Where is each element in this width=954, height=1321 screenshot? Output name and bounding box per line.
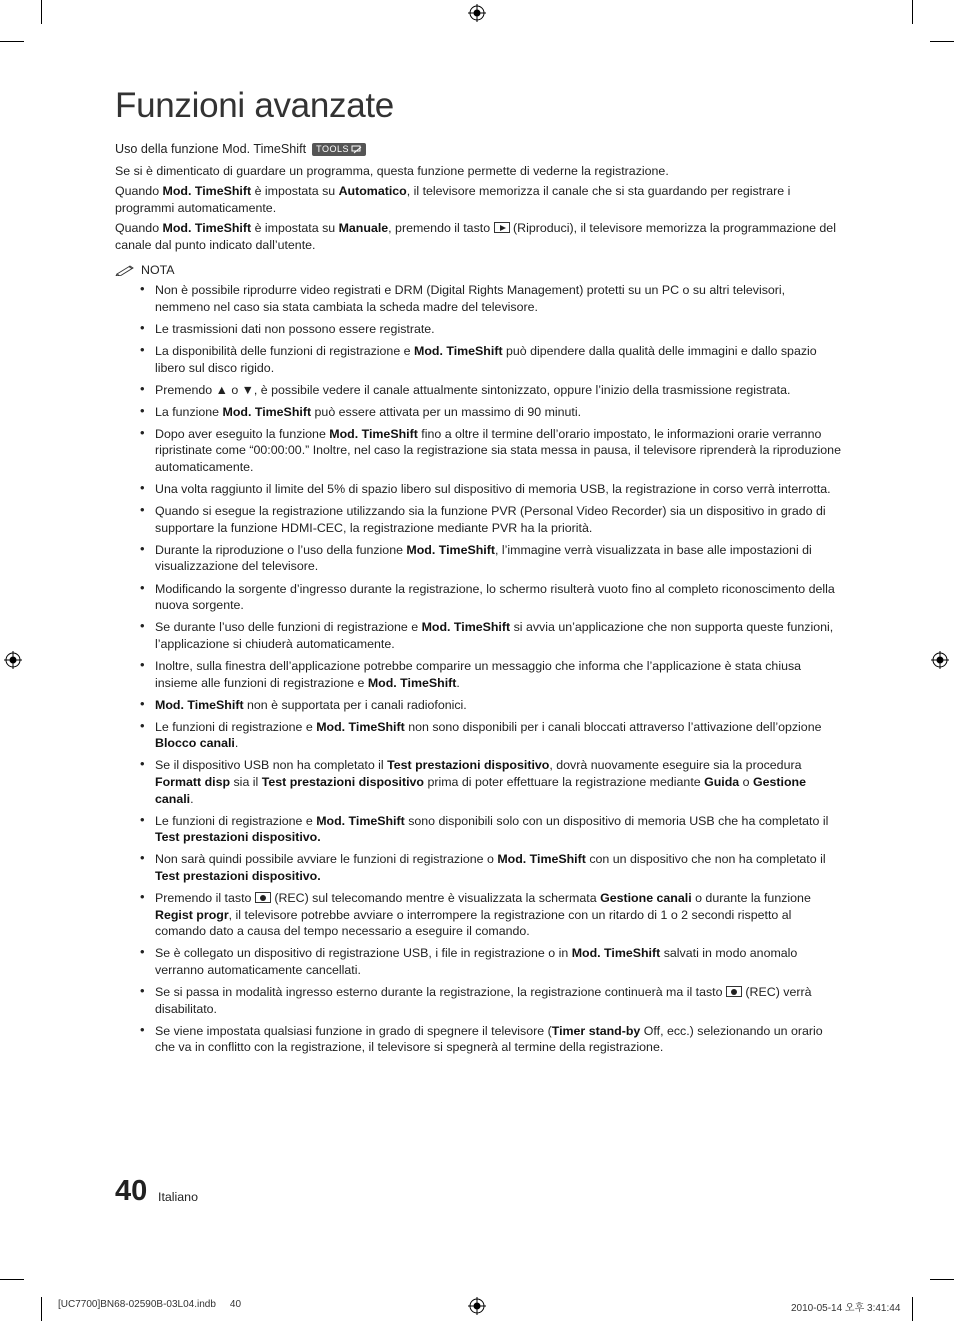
- emphasis-term: Mod. TimeShift: [316, 813, 405, 828]
- tools-badge-label: TOOLS: [316, 144, 349, 154]
- intro-paragraph-automatic: [115, 183, 841, 216]
- emphasis-term: Manuale: [338, 221, 389, 236]
- emphasis-term: Guida: [704, 775, 740, 789]
- note-list-item: [115, 1023, 841, 1056]
- emphasis-term: Automatico: [338, 184, 407, 199]
- rec-key-icon: [255, 892, 271, 903]
- text-run: , il televisore memorizza il canale che si sta guardando per registrare i programmi automaticamente.: [115, 184, 791, 215]
- emphasis-term: Formatt disp: [155, 775, 231, 789]
- text-run: sia il: [230, 775, 262, 789]
- text-run: Se si passa in modalità ingresso esterno durante la registrazione, la registrazione continuerà ma il tasto: [155, 985, 726, 1000]
- crop-mark: [912, 1297, 913, 1321]
- section-heading-text: Uso della funzione Mod. TimeShift: [115, 142, 307, 156]
- note-list-item: [115, 581, 841, 614]
- emphasis-term: Test prestazioni dispositivo.: [155, 830, 321, 845]
- text-run: Quando: [115, 184, 163, 199]
- text-run: Le funzioni di registrazione e: [155, 719, 317, 734]
- main-content: [115, 141, 841, 1061]
- text-run: Non è possibile riprodurre video registrati e DRM (Digital Rights Management) protetti su un PC o su altri televisori, nemmeno nel caso sia stata cambiata la scheda madre del televisore.: [155, 283, 786, 314]
- text-run: Inoltre, sulla finestra dell’applicazione potrebbe comparire un messaggio che informa che l’applicazione è stata chiusa insieme alle funzioni di registrazione e: [155, 658, 802, 690]
- text-run: , il televisore potrebbe avviare o interrompere la registrazione con un ritardo di 1 o 2 secondi rispetto al comando dato a causa del tempo necessario a eseguire il comando.: [155, 907, 792, 939]
- text-run: Le funzioni di registrazione e: [155, 813, 317, 828]
- text-run: (Riproduci), il televisore memorizza la programmazione del canale dal punto indicato dall’utente.: [115, 221, 836, 252]
- rec-key-icon: [726, 986, 742, 997]
- text-run: Premendo il tasto: [155, 891, 255, 906]
- page-language: Italiano: [158, 1190, 198, 1204]
- text-run: Off, ecc.) selezionando un orario che va in conflitto con la registrazione, il televisore si spegnerà al termine della registrazione.: [155, 1023, 823, 1055]
- note-list-item: [115, 719, 841, 752]
- emphasis-term: Test prestazioni dispositivo: [387, 758, 550, 773]
- note-list-item: [115, 426, 841, 476]
- text-run: Se il dispositivo USB non ha completato il: [155, 758, 388, 773]
- emphasis-term: Mod. TimeShift: [162, 184, 252, 199]
- crop-mark: [930, 41, 954, 42]
- text-run: (REC) verrà disabilitato.: [155, 985, 812, 1016]
- text-run: .: [234, 736, 239, 751]
- note-list-item: [115, 321, 841, 338]
- text-run: non sono disponibili per i canali bloccati attraverso l’attivazione dell’opzione: [404, 719, 822, 734]
- page-title: Funzioni avanzate: [115, 86, 394, 125]
- note-heading: [115, 262, 841, 279]
- play-key-icon: [494, 222, 510, 233]
- note-list-item: [115, 404, 841, 421]
- registration-mark-icon: [4, 651, 22, 669]
- text-run: .: [190, 791, 194, 806]
- text-run: fino a oltre il termine dell’orario impostato, le informazioni orarie verranno ripristinate come “00:00:00.” Inoltre, nel caso la registrazione sia stata messa in pausa, il televisore riprenderà la riproduzione automaticamente.: [155, 426, 841, 474]
- notes-list: [115, 282, 841, 1056]
- note-list-item: [115, 984, 841, 1017]
- emphasis-term: Mod. TimeShift: [421, 620, 511, 635]
- text-run: Premendo ▲ o ▼, è possibile vedere il canale attualmente sintonizzato, oppure l’inizio della trasmissione registrata.: [155, 382, 791, 397]
- emphasis-term: Mod. TimeShift: [497, 852, 586, 867]
- text-run: o: [739, 775, 753, 789]
- text-run: Quando: [115, 221, 163, 236]
- emphasis-term: Mod. TimeShift: [162, 221, 252, 236]
- text-run: Non sarà quindi possibile avviare le funzioni di registrazione o: [155, 852, 498, 867]
- registration-mark-icon: [468, 1297, 486, 1315]
- note-label: NOTA: [141, 262, 175, 277]
- crop-mark: [0, 41, 24, 42]
- crop-mark: [930, 1279, 954, 1280]
- note-list-item: [115, 890, 841, 940]
- crop-mark: [41, 0, 42, 24]
- emphasis-term: Mod. TimeShift: [222, 404, 312, 419]
- text-run: , l’immagine verrà visualizzata in base alle impostazioni di visualizzazione del televisore.: [155, 542, 812, 574]
- pencil-note-icon: [115, 264, 137, 276]
- text-run: Durante la riproduzione o l’uso della funzione: [155, 542, 407, 557]
- text-run: prima di poter effettuare la registrazione mediante: [424, 775, 705, 789]
- text-run: si avvia un’applicazione che non supporta queste funzioni, l’applicazione si chiuderà automaticamente.: [155, 620, 834, 651]
- text-run: Quando si esegue la registrazione utilizzando sia la funzione PVR (Personal Video Recorder) sia un dispositivo in grado di supportare la funzione HDMI-CEC, la registrazione mediante PVR ha la priorità.: [155, 504, 826, 535]
- emphasis-term: Mod. TimeShift: [367, 675, 457, 690]
- tools-icon: [351, 145, 362, 154]
- note-list-item: [115, 481, 841, 498]
- text-run: Se è collegato un dispositivo di registrazione USB, i file in registrazione o in: [155, 946, 572, 961]
- footer-file-name: [UC7700]BN68-02590B-03L04.indb: [58, 1299, 216, 1310]
- note-list-item: [115, 382, 841, 399]
- emphasis-term: Mod. TimeShift: [571, 946, 661, 961]
- note-list-item: [115, 503, 841, 536]
- text-run: La funzione: [155, 404, 223, 419]
- note-list-item: [115, 851, 841, 884]
- emphasis-term: Timer stand-by: [551, 1023, 641, 1038]
- footer-datetime: 2010-05-14 오후 3:41:44: [791, 1303, 901, 1314]
- emphasis-term: Mod. TimeShift: [414, 343, 503, 358]
- emphasis-term: Test prestazioni dispositivo.: [155, 868, 321, 883]
- tools-badge: [312, 143, 366, 156]
- footer-file-info: [58, 1299, 241, 1310]
- text-run: , dovrà nuovamente eseguire sia la procedura: [549, 758, 802, 773]
- note-list-item: [115, 813, 841, 846]
- text-run: Modificando la sorgente d’ingresso durante la registrazione, lo schermo risulterà vuoto fino al completo riconoscimento della nuova sorgente.: [155, 581, 835, 613]
- note-list-item: [115, 658, 841, 691]
- text-run: è impostata su: [251, 221, 339, 236]
- text-run: Se viene impostata qualsiasi funzione in grado di spegnere il televisore (: [155, 1023, 552, 1038]
- emphasis-term: Mod. TimeShift: [329, 426, 418, 441]
- text-run: o durante la funzione: [691, 891, 811, 906]
- note-list-item: [115, 343, 841, 376]
- page-number: 40: [115, 1175, 148, 1207]
- emphasis-term: Blocco canali: [155, 736, 235, 751]
- intro-paragraph-manual: [115, 220, 841, 253]
- text-run: con un dispositivo che non ha completato il: [585, 852, 826, 867]
- text-run: Se durante l’uso delle funzioni di registrazione e: [155, 620, 422, 635]
- intro-paragraph: Se si è dimenticato di guardare un programma, questa funzione permette di vederne la registrazione.: [115, 163, 669, 178]
- emphasis-term: Gestione canali: [600, 891, 692, 906]
- registration-mark-icon: [931, 651, 949, 669]
- text-run: salvati in modo anomalo verranno automaticamente cancellati.: [155, 946, 798, 977]
- text-run: sono disponibili solo con un dispositivo di memoria USB che ha completato il: [404, 813, 829, 828]
- note-list-item: [115, 697, 841, 714]
- note-list-item: [115, 757, 841, 807]
- note-list-item: [115, 619, 841, 652]
- emphasis-term: Mod. TimeShift: [155, 697, 244, 712]
- text-run: Dopo aver eseguito la funzione: [155, 426, 330, 441]
- section-heading: [115, 141, 841, 158]
- text-run: .: [456, 675, 460, 690]
- text-run: non è supportata per i canali radiofonici.: [243, 697, 467, 712]
- note-list-item: [115, 542, 841, 575]
- note-list-item: [115, 945, 841, 978]
- text-run: può dipendere dalla qualità delle immagini e dallo spazio libero sul disco rigido.: [155, 343, 817, 375]
- crop-mark: [0, 1279, 24, 1280]
- text-run: Una volta raggiunto il limite del 5% di spazio libero sul dispositivo di memoria USB, la registrazione in corso verrà interrotta.: [155, 482, 831, 497]
- emphasis-term: Test prestazioni dispositivo: [261, 775, 424, 789]
- text-run: Le trasmissioni dati non possono essere registrate.: [155, 321, 435, 336]
- crop-mark: [912, 0, 913, 24]
- text-run: , premendo il tasto: [388, 221, 494, 236]
- footer-file-page: 40: [229, 1299, 242, 1310]
- note-list-item: [115, 282, 841, 315]
- emphasis-term: Regist progr: [155, 907, 229, 922]
- crop-mark: [41, 1297, 42, 1321]
- emphasis-term: Gestione canali: [155, 775, 807, 806]
- text-run: è impostata su: [251, 184, 339, 199]
- text-run: La disponibilità delle funzioni di registrazione e: [155, 343, 414, 358]
- emphasis-term: Mod. TimeShift: [406, 542, 495, 557]
- text-run: (REC) sul telecomando mentre è visualizzata la schermata: [270, 891, 601, 906]
- registration-mark-icon: [468, 4, 486, 22]
- text-run: può essere attivata per un massimo di 90 minuti.: [311, 404, 582, 419]
- emphasis-term: Mod. TimeShift: [316, 719, 405, 734]
